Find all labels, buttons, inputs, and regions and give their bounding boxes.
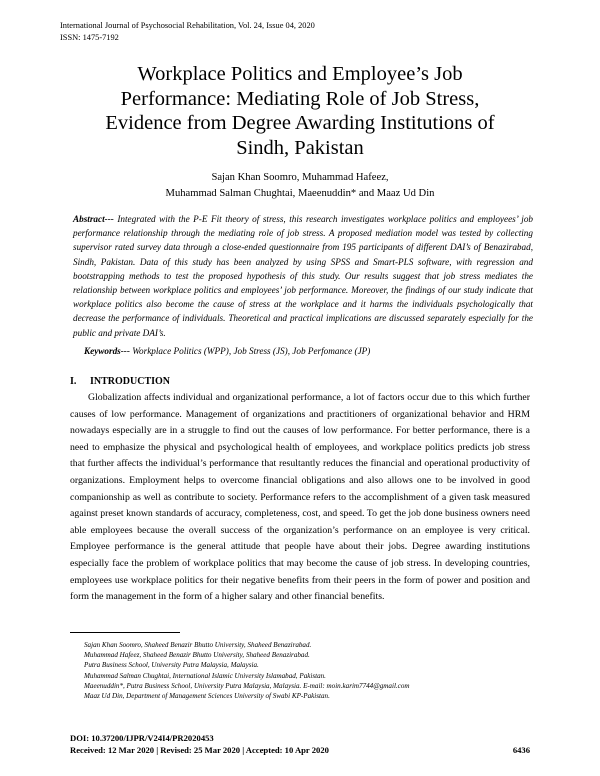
- section-heading-introduction: [70, 376, 170, 388]
- journal-citation: International Journal of Psychosocial Rehabilitation, Vol. 24, Issue 04, 2020: [60, 21, 315, 30]
- affiliation-line: Muhammad Hafeez, Shaheed Benazir Bhutto University, Shaheed Benazirabad.: [84, 651, 310, 660]
- affiliation-line: Maeenuddin*, Putra Business School, University Putra Malaysia, Malaysia. E-mail: moin.karim7744@gmail.com: [84, 681, 410, 690]
- section-title-rest: NTRODUCTION: [93, 376, 171, 387]
- keywords: [84, 345, 370, 357]
- footnote-divider: [70, 632, 180, 633]
- abstract-label: Abstract---: [73, 214, 114, 224]
- affiliation-line: Putra Business School, University Putra Malaysia, Malaysia.: [84, 661, 259, 670]
- affiliation-line: Maaz Ud Din, Department of Management Sciences University of Swabi KP-Pakistan.: [84, 692, 330, 701]
- title-line: Performance: Mediating Role of Job Stress,: [120, 87, 480, 110]
- author-affiliations: [84, 640, 410, 701]
- journal-issn: ISSN: 1475-7192: [60, 33, 119, 42]
- journal-header: [60, 20, 315, 44]
- affiliation-line: Muhammad Salman Chughtai, International Islamic University Islamabad, Pakistan.: [84, 671, 326, 680]
- author-list: [40, 170, 560, 203]
- keywords-text: Workplace Politics (WPP), Job Stress (JS), Job Perfomance (JP): [132, 346, 371, 356]
- title-line: Sindh, Pakistan: [236, 136, 364, 159]
- paper-title: [40, 62, 560, 160]
- author-line: Sajan Khan Soomro, Muhammad Hafeez,: [211, 172, 389, 183]
- abstract-text: Integrated with the P-E Fit theory of stress, this research investigates workplace politics and employees’ job performance relationship through the mediating role of job stress. A proposed mediation model was tested by collecting supervisor rated survey data through a close-ended questionnaire from 195 participants of different DAI’s of Benazirabad, Sindh, Pakistan. Data of this study has been analyzed by using SPSS and Smart-PLS software, with regression and bootstrapping methods to test the proposed hypothesis of this study. Our results suggest that job stress mediates the relationship between workplace politics and employees’ job performance. Moreover, the findings of our study indicate that workplace politics also become the cause of stress at the workplace and it harms the individuals psychologically that decrease the performance of individuals. Theoretical and practical implications are discussed separately especially for the public and private DAI’s.: [73, 214, 534, 338]
- introduction-paragraph: Globalization affects individual and organizational performance, a lot of factors occur due to this which further causes of low performance. Management of organizations and practitioners of organizational behavior and HRM nowadays especially are in a struggle to find out the causes of low performance. For better performance, there is a need to emphasize the physical and psychological health of employees, and workplace politics predicts job stress that further affects the individual’s performance that resultantly reduces the financial and operational productivity of organizations. Employment helps to overcome financial obligations and also allows one to be involved in good companionship as well as contribute to society. Performance refers to the accomplishment of a given task measured against preset known standards of accuracy, completeness, cost, and speed. To get the job done business owners need able employees because the overall success of the organization’s performance on an employee is very critical. Employee performance is the general attitude that people have about their jobs. Degree awarding institutions especially face the problem of workplace politics that may become the cause of job stress. In developing countries, employees use workplace politics for their negative benefits from their peers in the form of power and position and form the management in the form of a higher salary and other financial benefits.: [70, 392, 530, 603]
- page-footer: [70, 732, 530, 756]
- doi: DOI: 10.37200/IJPR/V24I4/PR2020453: [70, 733, 214, 743]
- title-line: Workplace Politics and Employee’s Job: [137, 63, 463, 85]
- title-line: Evidence from Degree Awarding Institutions of: [105, 112, 495, 134]
- keywords-label: Keywords---: [84, 346, 130, 356]
- page-number: 6436: [512, 745, 530, 755]
- abstract: [73, 212, 533, 340]
- section-number: I.: [70, 376, 77, 387]
- affiliation-line: Sajan Khan Soomro, Shaheed Benazir Bhutto University, Shaheed Benazirabad.: [84, 641, 312, 649]
- section-title-initial: I: [90, 376, 94, 387]
- author-line: Muhammad Salman Chughtai, Maeenuddin* and Maaz Ud Din: [165, 188, 435, 200]
- submission-dates: Received: 12 Mar 2020 | Revised: 25 Mar 2020 | Accepted: 10 Apr 2020: [70, 745, 329, 755]
